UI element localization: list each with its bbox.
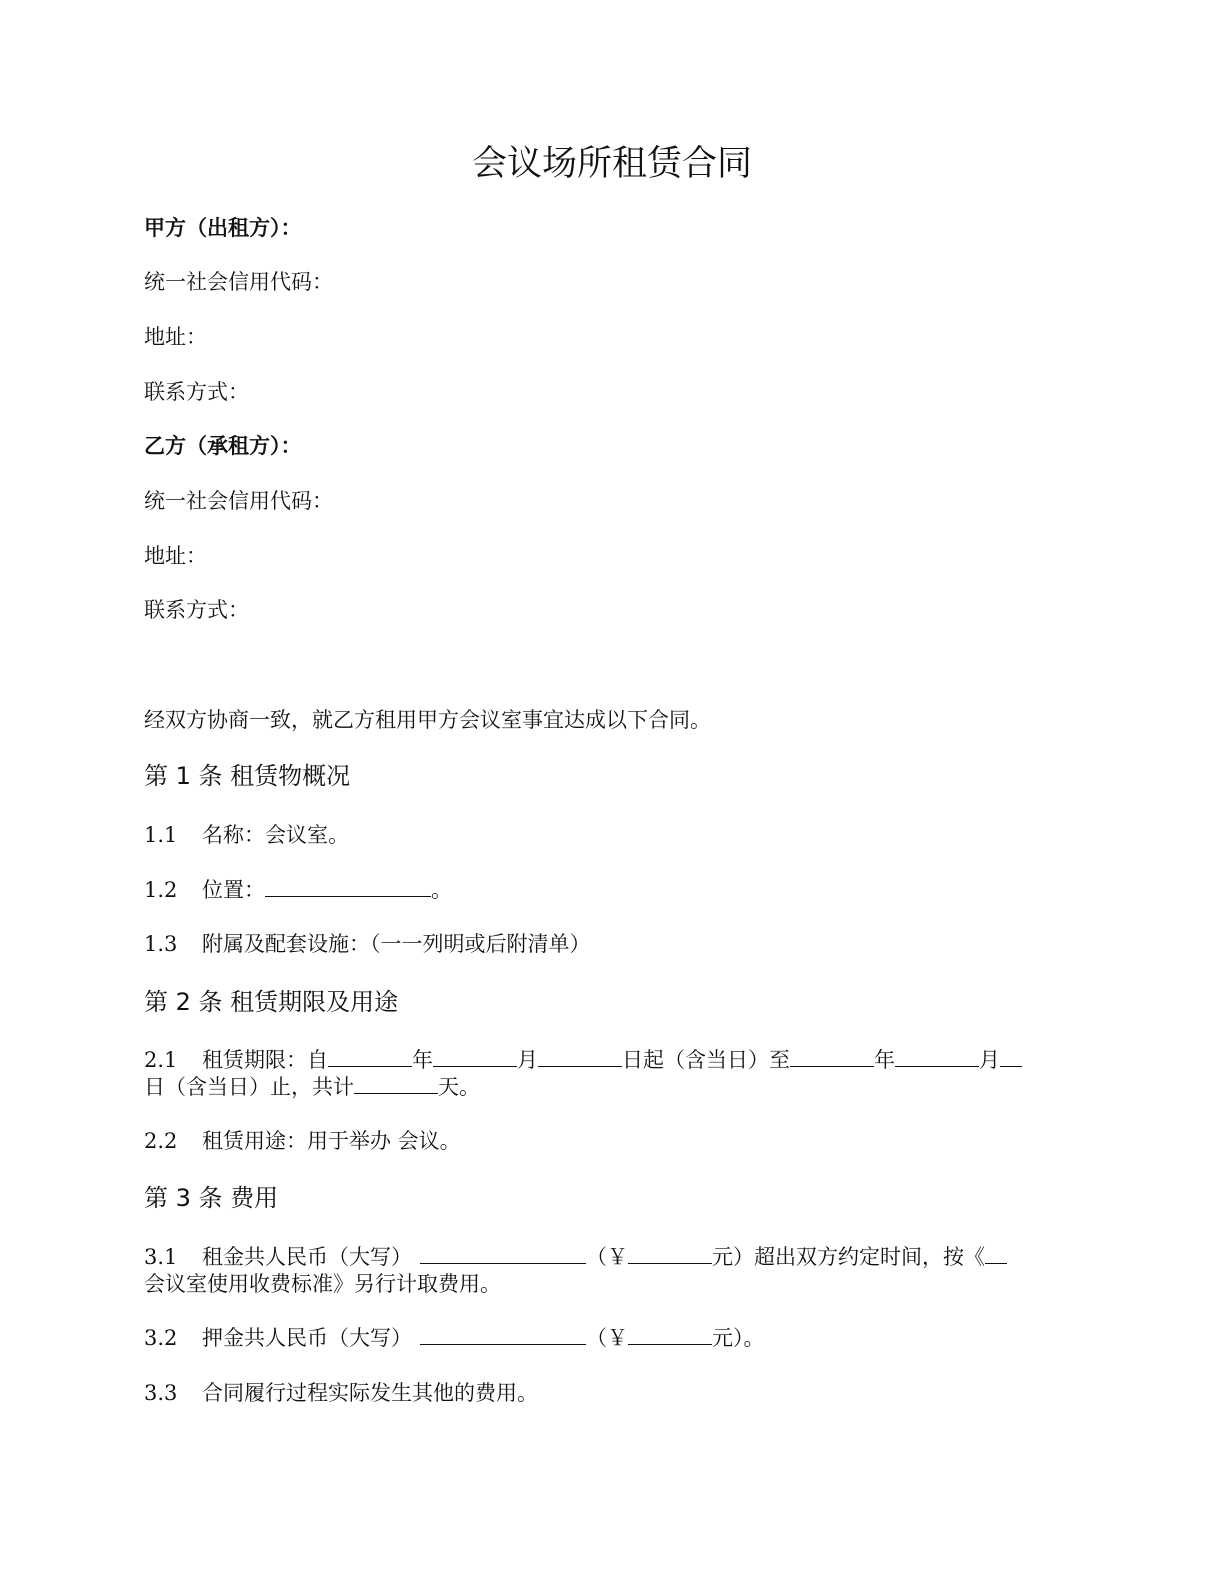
clause-2-2	[144, 1127, 461, 1155]
clause-text: 附属及配套设施：（一一列明或后附清单）	[202, 932, 591, 956]
standard-blank[interactable]	[985, 1243, 1007, 1264]
document-title: 会议场所租赁合同	[471, 144, 752, 184]
clause-text: 日（含当日）止，共计	[144, 1075, 354, 1099]
month-label: 月	[517, 1048, 538, 1072]
clause-number: 3.3	[144, 1381, 178, 1405]
clause-3-3	[144, 1379, 538, 1407]
article-1-heading: 第 1 条 租赁物概况	[144, 762, 351, 790]
clause-text-end: 。	[431, 878, 452, 902]
party-a-contact-label: 联系方式：	[144, 380, 249, 404]
clause-number: 1.3	[144, 932, 178, 956]
party-a-credit-code-label: 统一社会信用代码：	[144, 270, 333, 294]
article-3-heading: 第 3 条 费用	[144, 1184, 279, 1212]
clause-3-2	[144, 1324, 765, 1352]
total-days-blank[interactable]	[354, 1073, 438, 1094]
party-b-credit-code-label: 统一社会信用代码：	[144, 489, 333, 513]
clause-text: 租金共人民币（大写）	[202, 1245, 412, 1269]
clause-text: 名称：会议室。	[202, 823, 349, 847]
clause-number: 1.1	[144, 823, 178, 847]
clause-1-2	[144, 876, 452, 904]
party-b-contact-label: 联系方式：	[144, 598, 249, 622]
deposit-amount-words-blank[interactable]	[420, 1324, 586, 1345]
clause-number: 3.1	[144, 1245, 178, 1269]
party-a-heading: 甲方（出租方）：	[144, 216, 302, 240]
clause-number: 1.2	[144, 878, 178, 902]
clause-number: 3.2	[144, 1326, 178, 1350]
start-month-blank[interactable]	[433, 1046, 517, 1067]
rent-amount-blank[interactable]	[628, 1243, 712, 1264]
currency-label: （￥	[586, 1326, 628, 1350]
end-day-blank[interactable]	[1000, 1046, 1022, 1067]
clause-number: 2.1	[144, 1048, 178, 1072]
start-year-blank[interactable]	[328, 1046, 412, 1067]
clause-text: 租赁用途：用于举办 会议。	[202, 1129, 461, 1153]
year-label: 年	[412, 1048, 433, 1072]
month-label: 月	[979, 1048, 1000, 1072]
party-b-heading: 乙方（承租方）：	[144, 434, 302, 458]
clause-text: 位置：	[202, 878, 265, 902]
clause-text: 租赁期限：自	[202, 1048, 328, 1072]
location-blank[interactable]	[265, 876, 431, 897]
currency-label: （￥	[586, 1245, 628, 1269]
year-label: 年	[874, 1048, 895, 1072]
clause-text: 合同履行过程实际发生其他的费用。	[202, 1381, 538, 1405]
clause-text: 日起（含当日）至	[622, 1048, 790, 1072]
party-a-address-label: 地址：	[144, 325, 207, 349]
clause-text-end: 天。	[438, 1075, 480, 1099]
end-month-blank[interactable]	[895, 1046, 979, 1067]
clause-3-1-continued: 会议室使用收费标准》另行计取费用。	[144, 1272, 501, 1296]
clause-3-1	[144, 1243, 1007, 1271]
party-b-address-label: 地址：	[144, 544, 207, 568]
end-year-blank[interactable]	[790, 1046, 874, 1067]
clause-1-1	[144, 821, 349, 849]
clause-text: 押金共人民币（大写）	[202, 1326, 412, 1350]
article-2-heading: 第 2 条 租赁期限及用途	[144, 988, 399, 1016]
preamble: 经双方协商一致，就乙方租用甲方会议室事宜达成以下合同。	[144, 708, 711, 732]
clause-text: 元）超出双方约定时间，按《	[712, 1245, 985, 1269]
clause-number: 2.2	[144, 1129, 178, 1153]
rent-amount-words-blank[interactable]	[420, 1243, 586, 1264]
start-day-blank[interactable]	[538, 1046, 622, 1067]
clause-2-1	[144, 1046, 1022, 1074]
clause-2-1-continued	[144, 1073, 480, 1101]
clause-text-end: 元）。	[712, 1326, 765, 1350]
deposit-amount-blank[interactable]	[628, 1324, 712, 1345]
clause-1-3	[144, 930, 591, 958]
